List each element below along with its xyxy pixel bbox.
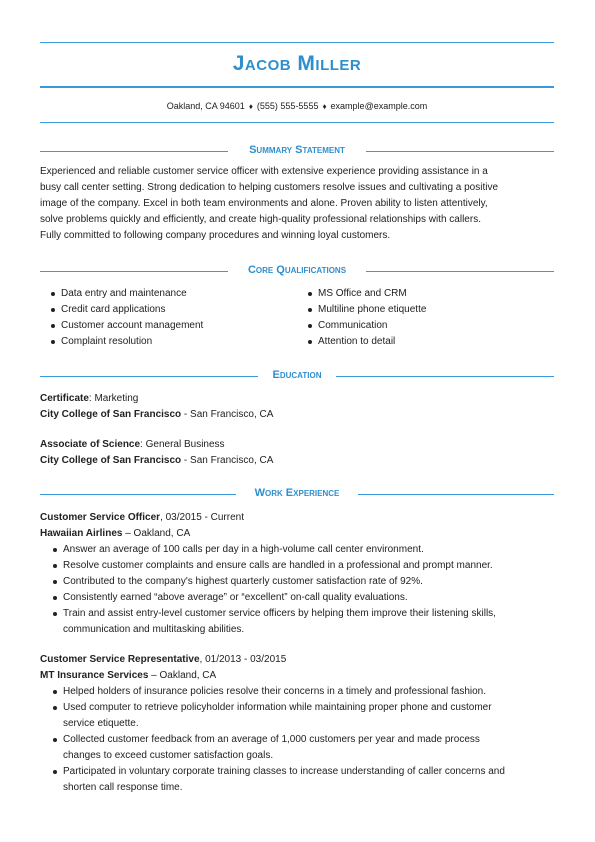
list-item: Contributed to the company's highest quarterly customer satisfaction rate of 92%.	[52, 574, 552, 590]
list-item: Multiline phone etiquette	[307, 302, 547, 318]
section-title: Work Experience	[254, 487, 340, 499]
education-degree	[40, 391, 138, 407]
job-title-line	[40, 652, 286, 668]
name-underline	[40, 86, 554, 88]
contact-rule	[40, 122, 554, 123]
candidate-name: Jacob Miller	[232, 52, 362, 75]
list-item: Data entry and maintenance	[50, 286, 290, 302]
list-item: Communication	[307, 318, 547, 334]
school-location: - San Francisco, CA	[181, 409, 274, 420]
job-bullets	[52, 684, 552, 796]
list-item-line: Participated in voluntary corporate training classes to increase understanding of caller concerns and	[63, 766, 505, 777]
list-item-line: communication and multitasking abilities.	[63, 624, 245, 635]
phone: (555) 555-5555	[256, 101, 319, 111]
school-name: City College of San Francisco	[40, 455, 182, 466]
list-item: MS Office and CRM	[307, 286, 547, 302]
degree-field: : General Business	[140, 439, 225, 450]
email: example@example.com	[330, 101, 428, 111]
list-item: Consistently earned “above average” or “excellent” on-call quality evaluations.	[52, 590, 552, 606]
list-item-line: shorten call response time.	[63, 782, 183, 793]
job-dates: , 01/2013 - 03/2015	[199, 654, 287, 665]
education-school	[40, 407, 273, 423]
separator-icon: ♦	[248, 102, 253, 111]
summary-line: Fully committed to following company procedures and winning loyal customers.	[40, 230, 391, 241]
list-item-line: changes to exceed customer satisfaction goals.	[63, 750, 274, 761]
list-item: Credit card applications	[50, 302, 290, 318]
list-item-line: service etiquette.	[63, 718, 139, 729]
school-location: - San Francisco, CA	[181, 455, 274, 466]
list-item: Answer an average of 100 calls per day in a high-volume call center environment.	[52, 542, 552, 558]
list-item: Customer account management	[50, 318, 290, 334]
qualifications-heading	[40, 264, 554, 278]
job-role: Customer Service Representative	[40, 654, 200, 665]
experience-heading	[40, 487, 554, 501]
top-rule	[40, 42, 554, 43]
list-item	[52, 606, 552, 638]
list-item	[52, 732, 552, 764]
job-title-line	[40, 510, 244, 526]
list-item: Attention to detail	[307, 334, 547, 350]
list-item-line: Train and assist entry-level customer service officers by helping them improve their listening skills,	[63, 608, 496, 619]
degree-name: Certificate	[40, 393, 89, 404]
list-item-line: Collected customer feedback from an average of 1,000 customers per year and made process	[63, 734, 480, 745]
job-bullets	[52, 542, 552, 638]
company-name: MT Insurance Services	[40, 670, 149, 681]
list-item	[52, 700, 552, 732]
section-title: Core Qualifications	[247, 264, 347, 276]
company-name: Hawaiian Airlines	[40, 528, 123, 539]
list-item: Complaint resolution	[50, 334, 290, 350]
education-school	[40, 453, 273, 469]
section-title: Summary Statement	[249, 144, 345, 156]
company-location: – Oakland, CA	[122, 528, 191, 539]
summary-line: Experienced and reliable customer service officer with extensive experience providing assistance in a	[40, 166, 488, 177]
list-item-line: Used computer to retrieve policyholder information while maintaining proper phone and customer	[63, 702, 492, 713]
list-item: Helped holders of insurance policies resolve their concerns in a timely and professional fashion.	[52, 684, 552, 700]
list-item: Resolve customer complaints and ensure calls are handled in a professional and prompt manner.	[52, 558, 552, 574]
degree-field: : Marketing	[88, 393, 139, 404]
separator-icon: ♦	[322, 102, 327, 111]
list-item	[52, 764, 552, 796]
company-location: – Oakland, CA	[148, 670, 217, 681]
school-name: City College of San Francisco	[40, 409, 182, 420]
degree-name: Associate of Science	[40, 439, 141, 450]
job-company-line	[40, 526, 190, 542]
job-dates: , 03/2015 - Current	[160, 512, 244, 523]
qualifications-right	[307, 286, 547, 350]
education-heading	[40, 369, 554, 383]
summary-heading	[40, 144, 554, 158]
address: Oakland, CA 94601	[166, 101, 245, 111]
job-role: Customer Service Officer	[40, 512, 161, 523]
summary-line: busy call center setting. Strong dedication to helping customers resolve issues and cultivating a positive	[40, 182, 499, 193]
education-degree	[40, 437, 225, 453]
qualifications-left	[50, 286, 290, 350]
summary-line: solve problems quickly and efficiently, and create high-quality professional relationships with callers.	[40, 214, 481, 225]
summary-line: image of the company. Excel in both team environments and alone. Proven ability to listen attentively,	[40, 198, 488, 209]
section-title: Education	[272, 369, 322, 381]
contact-line	[40, 101, 554, 111]
job-company-line	[40, 668, 216, 684]
summary-text	[40, 164, 554, 244]
